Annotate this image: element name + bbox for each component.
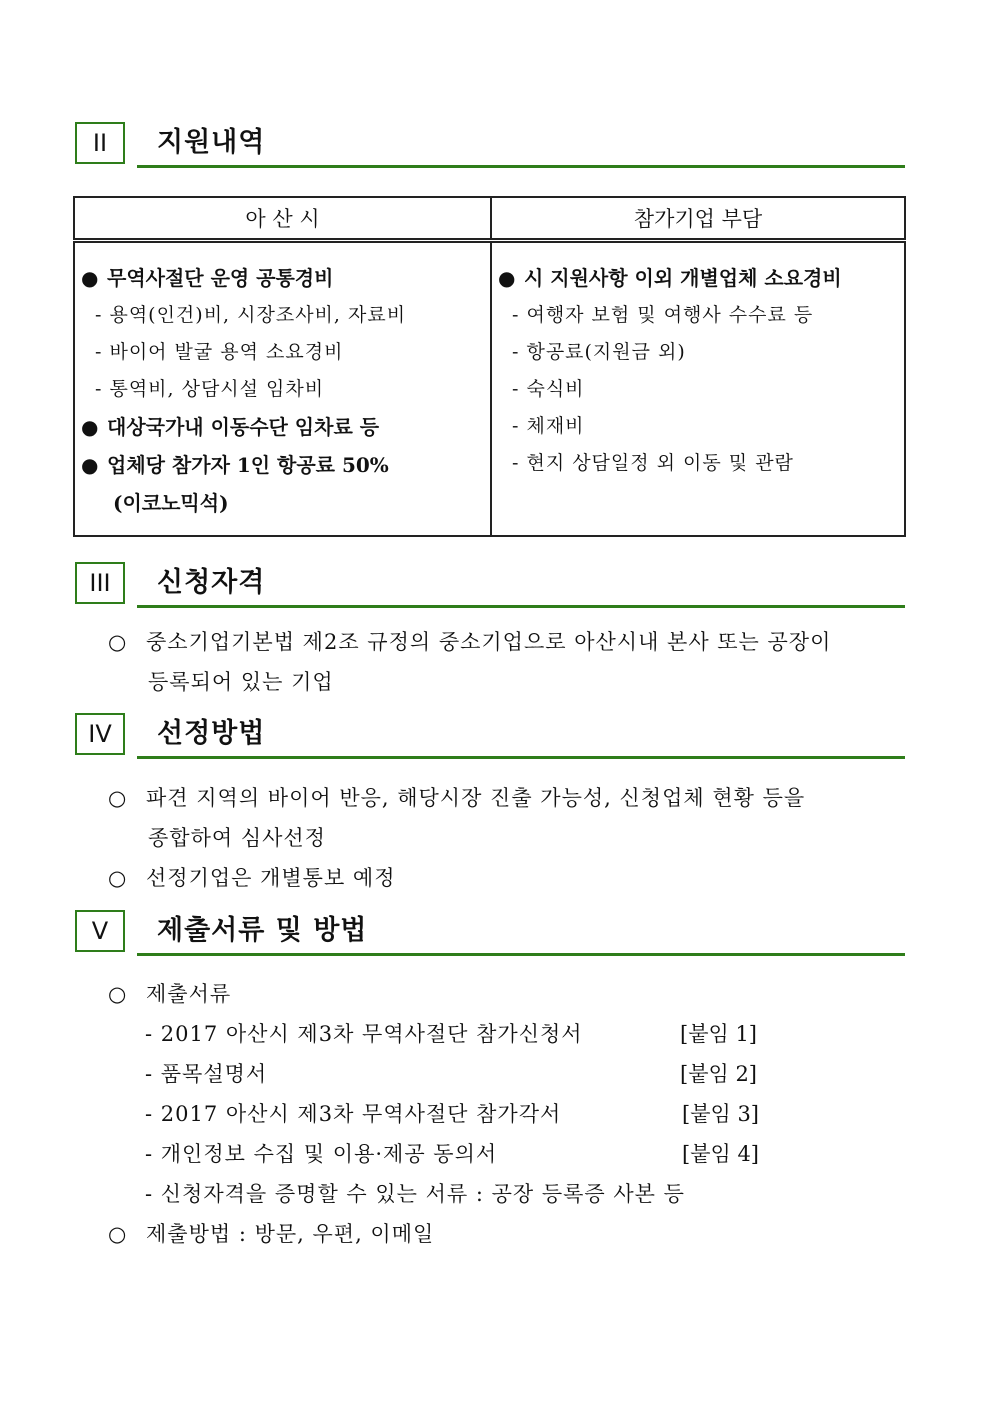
col1-header: 아 산 시 — [74, 197, 491, 241]
bullet-item: ● 업체당 참가자 1인 항공료 50% — [81, 446, 484, 484]
doc-item: - 신청자격을 증명할 수 있는 서류 : 공장 등록증 사본 등 — [145, 1182, 685, 1206]
selection-item: ○ 파견 지역의 바이어 반응, 해당시장 진출 가능성, 신청업체 현황 등을 — [108, 778, 805, 818]
section-number: IV — [75, 713, 125, 755]
section-2-header — [75, 122, 905, 168]
sub-item: - 여행자 보험 및 여행사 수수료 등 — [512, 304, 814, 326]
section-number: V — [75, 910, 125, 952]
attachment-tag: [붙임 4] — [682, 1142, 759, 1166]
selection-continuation: 종합하여 심사선정 — [148, 826, 326, 850]
bullet-icon: ● — [81, 266, 99, 290]
bullet-item: ● 시 지원사항 이외 개별업체 소요경비 — [498, 259, 898, 297]
doc-item: - 품목설명서 — [145, 1062, 268, 1086]
submission-method: ○ 제출방법 : 방문, 우편, 이메일 — [108, 1214, 434, 1254]
doc-item: - 2017 아산시 제3차 무역사절단 참가각서 — [145, 1102, 562, 1126]
circle-bullet-icon: ○ — [108, 630, 128, 654]
section-3-header — [75, 562, 905, 608]
section-underline — [137, 756, 905, 759]
col2-header: 참가기업 부담 — [491, 197, 905, 241]
circle-bullet-icon: ○ — [108, 982, 128, 1006]
section-4-header — [75, 713, 905, 759]
section-title: 신청자격 — [157, 567, 266, 598]
col2-body — [491, 241, 905, 537]
section-number: III — [75, 562, 125, 604]
eligibility-continuation: 등록되어 있는 기업 — [148, 670, 334, 694]
circle-bullet-icon: ○ — [108, 786, 128, 810]
bullet-icon: ● — [81, 415, 99, 439]
doc-item: - 개인정보 수집 및 이용·제공 동의서 — [145, 1142, 498, 1166]
section-underline — [137, 605, 905, 608]
bullet-item: ● 대상국가내 이동수단 임차료 등 — [81, 408, 484, 446]
attachment-tag: [붙임 3] — [682, 1102, 759, 1126]
section-number: II — [75, 122, 125, 164]
section-title: 선정방법 — [157, 718, 266, 749]
section-underline — [137, 953, 905, 956]
sub-item: - 숙식비 — [512, 378, 585, 400]
section-title: 지원내역 — [157, 127, 266, 158]
bullet-item: ● 무역사절단 운영 공통경비 — [81, 259, 484, 297]
attachment-tag: [붙임 1] — [680, 1022, 757, 1046]
circle-bullet-icon: ○ — [108, 1222, 128, 1246]
doc-item: - 2017 아산시 제3차 무역사절단 참가신청서 — [145, 1022, 583, 1046]
section-title: 제출서류 및 방법 — [157, 915, 368, 946]
sub-item: - 항공료(지원금 외) — [512, 341, 686, 363]
circle-bullet-icon: ○ — [108, 866, 128, 890]
col1-body — [74, 241, 491, 537]
sub-item: - 통역비, 상담시설 임차비 — [95, 378, 325, 400]
support-table — [73, 196, 906, 537]
sub-item: - 체재비 — [512, 415, 585, 437]
docs-label: ○ 제출서류 — [108, 974, 231, 1014]
section-5-header — [75, 910, 905, 956]
bullet-continuation: (이코노믹석) — [113, 491, 229, 515]
bullet-icon: ● — [498, 266, 516, 290]
selection-item: ○ 선정기업은 개별통보 예정 — [108, 858, 396, 898]
attachment-tag: [붙임 2] — [680, 1062, 757, 1086]
sub-item: - 현지 상담일정 외 이동 및 관람 — [512, 452, 794, 474]
sub-item: - 용역(인건)비, 시장조사비, 자료비 — [95, 304, 407, 326]
eligibility-item: ○ 중소기업기본법 제2조 규정의 중소기업으로 아산시내 본사 또는 공장이 — [108, 622, 831, 662]
section-underline — [137, 165, 905, 168]
sub-item: - 바이어 발굴 용역 소요경비 — [95, 341, 344, 363]
bullet-icon: ● — [81, 453, 99, 477]
